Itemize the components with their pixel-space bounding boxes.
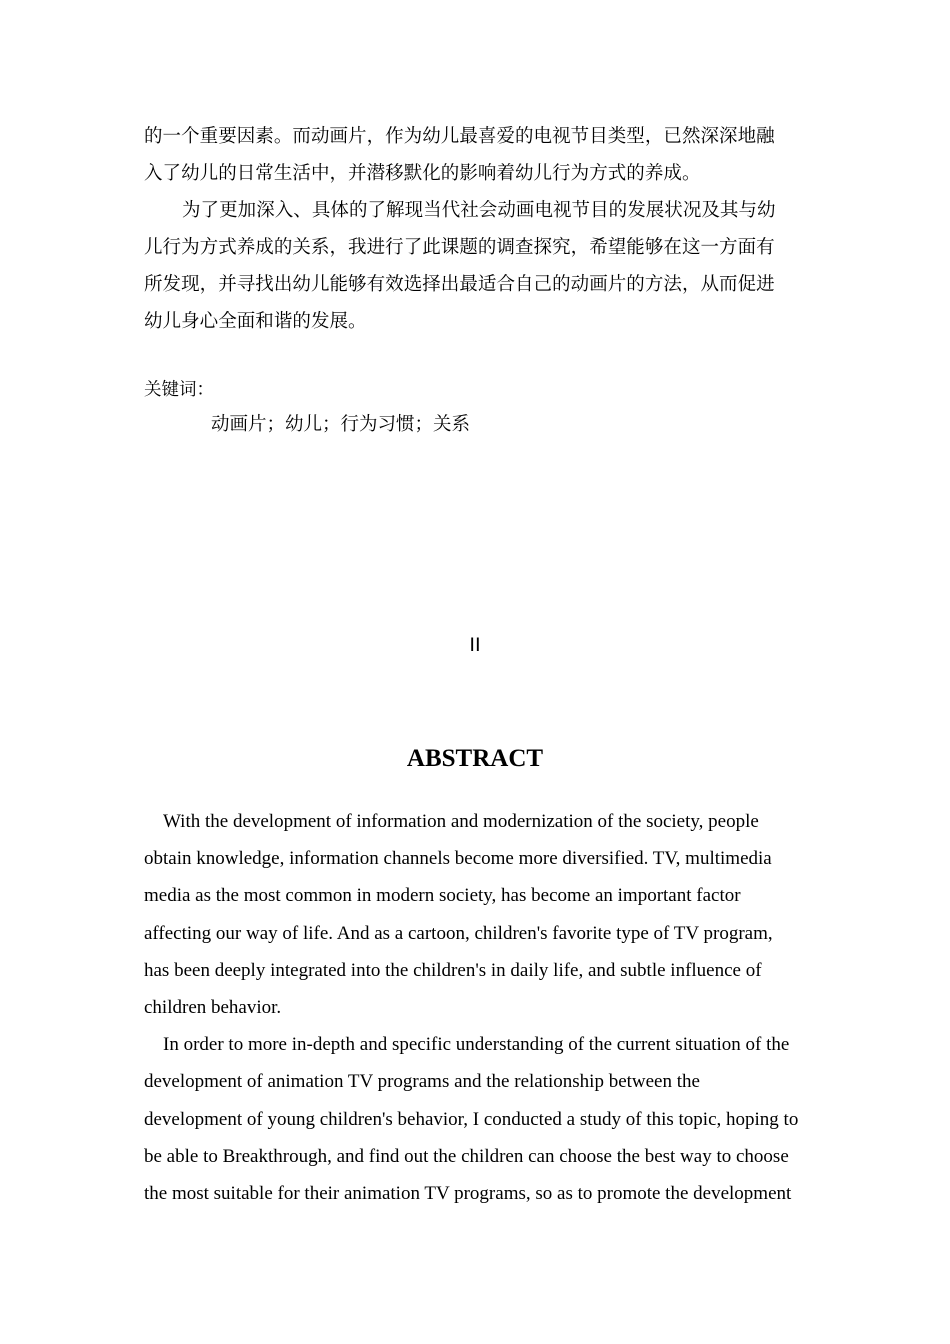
cn-paragraph2-line: 所发现，并寻找出幼儿能够有效选择出最适合自己的动画片的方法，从而促进 xyxy=(144,274,775,295)
en-paragraph1-line: With the development of information and modernization of the society, people xyxy=(163,811,759,832)
cn-paragraph2-line: 为了更加深入、具体的了解现当代社会动画电视节目的发展状况及其与幼 xyxy=(182,200,776,221)
page-number: II xyxy=(469,634,481,656)
en-paragraph2-line: the most suitable for their animation TV programs, so as to promote the development xyxy=(144,1182,792,1204)
keywords-text: 动画片；幼儿；行为习惯；关系 xyxy=(211,414,471,435)
chinese-abstract-body xyxy=(144,118,814,340)
en-paragraph1-line: children behavior. xyxy=(144,996,282,1018)
en-paragraph2-line: In order to more in-depth and specific understanding of the current situation of the xyxy=(163,1034,790,1056)
cn-paragraph2-line: 儿行为方式养成的关系，我进行了此课题的调查探究，希望能够在这一方面有 xyxy=(144,237,775,258)
en-paragraph1-line: affecting our way of life. And as a cartoon, children's favorite type of TV program, xyxy=(144,922,773,944)
cn-paragraph1-line: 的一个重要因素。而动画片，作为幼儿最喜爱的电视节目类型，已然深深地融 xyxy=(144,126,775,147)
en-paragraph1-line: media as the most common in modern society, has become an important factor xyxy=(144,885,741,907)
keywords-label: 关键词： xyxy=(144,380,214,400)
cn-paragraph2-line: 幼儿身心全面和谐的发展。 xyxy=(144,311,367,332)
en-paragraph2-line: development of animation TV programs and the relationship between the xyxy=(144,1071,700,1093)
en-paragraph1-line: has been deeply integrated into the children's in daily life, and subtle influence of xyxy=(144,959,762,981)
abstract-title: ABSTRACT xyxy=(406,745,544,772)
cn-paragraph1-line: 入了幼儿的日常生活中，并潜移默化的影响着幼儿行为方式的养成。 xyxy=(144,163,701,184)
en-paragraph2-line: development of young children's behavior, I conducted a study of this topic, hoping to xyxy=(144,1108,799,1130)
en-paragraph1-line: obtain knowledge, information channels become more diversified. TV, multimedia xyxy=(144,848,772,870)
english-abstract-body xyxy=(144,803,824,1212)
en-paragraph2-line: be able to Breakthrough, and find out the children can choose the best way to choose xyxy=(144,1145,789,1167)
